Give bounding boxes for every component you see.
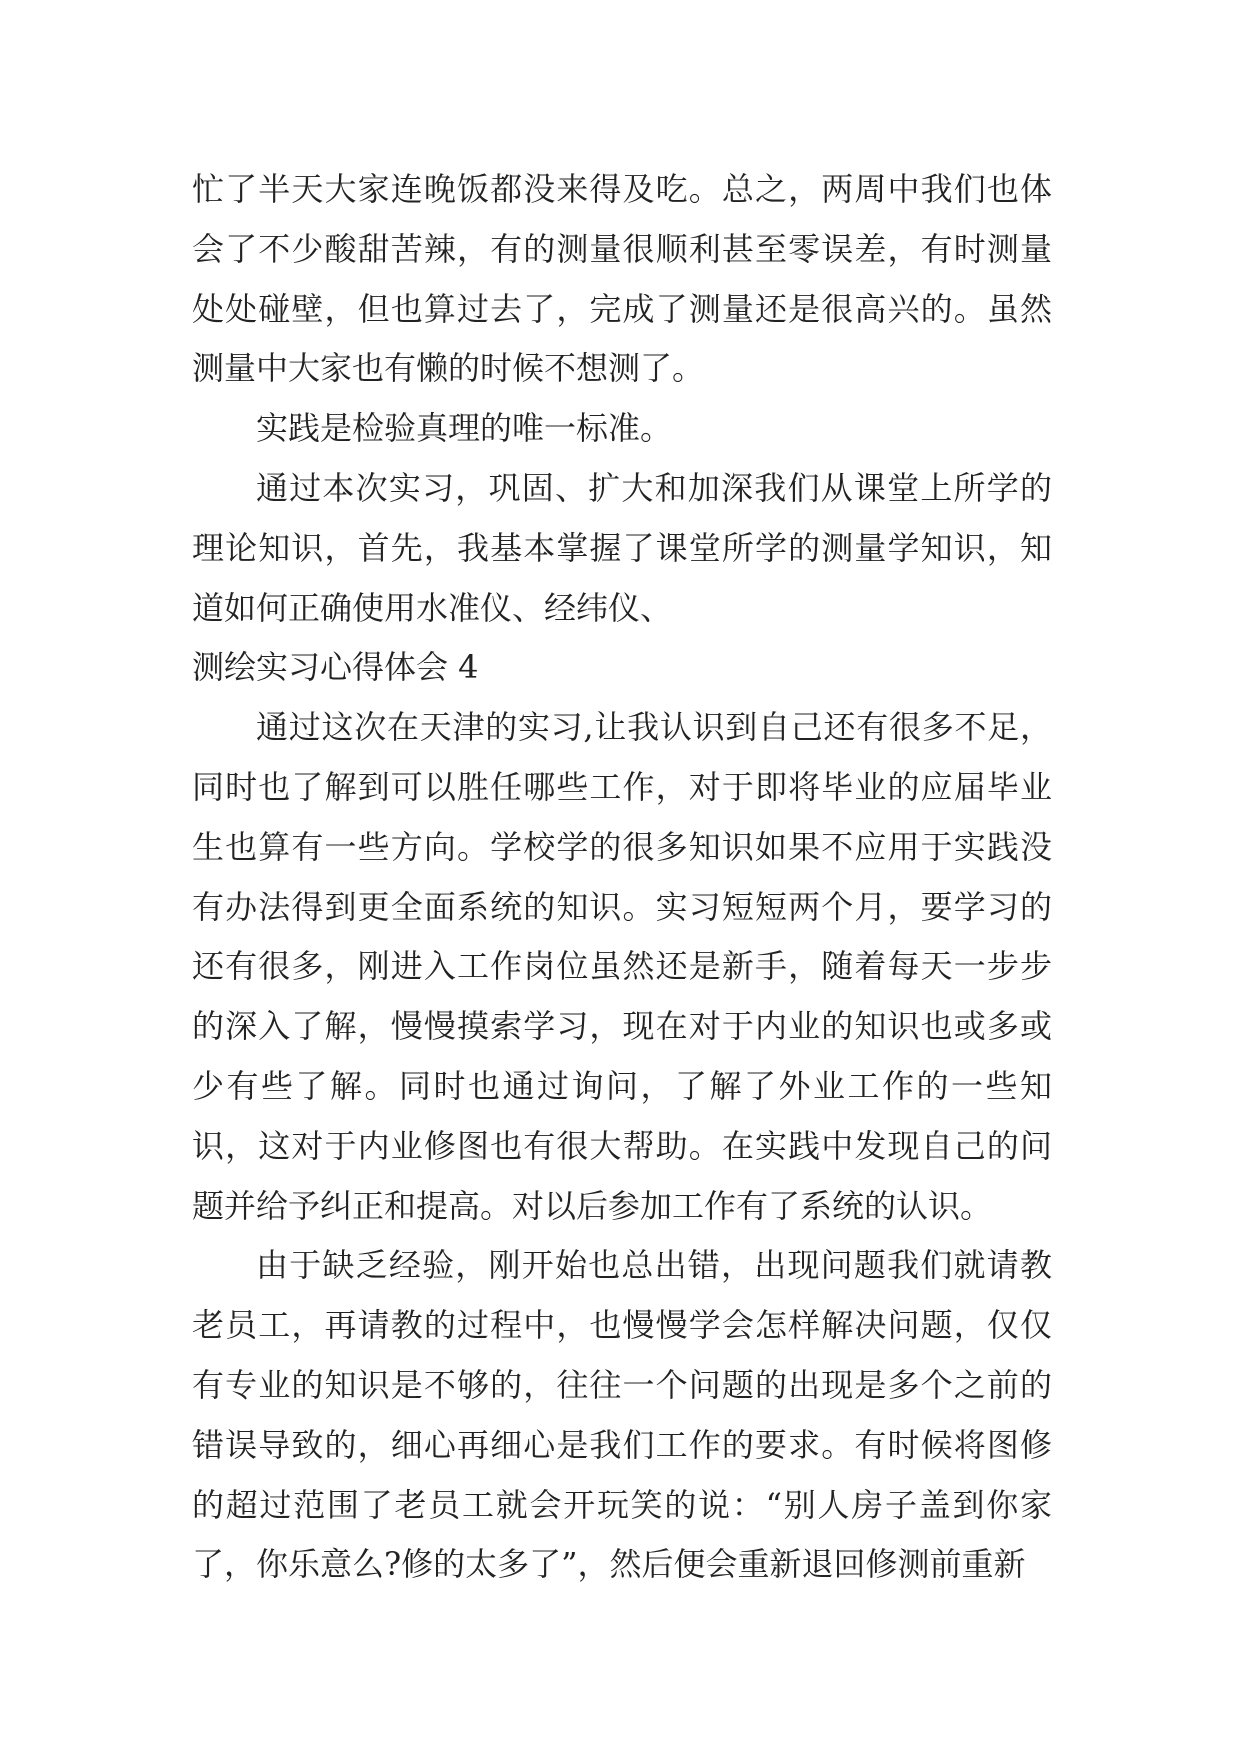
paragraph-continuation: 忙了半天大家连晚饭都没来得及吃。总之，两周中我们也体会了不少酸甜苦辣，有的测量很顺利甚至零误差，有时测量处处碰壁，但也算过去了，完成了测量还是很高兴的。虽然测量中大家也有懒的时候不想测了。 bbox=[192, 170, 1052, 388]
paragraph-lack-of-experience: 由于缺乏经验，刚开始也总出错，出现问题我们就请教老员工，再请教的过程中，也慢慢学会怎样解决问题，仅仅有专业的知识是不够的，往往一个问题的出现是多个之前的错误导致的，细心再细心是我们工作的要求。有时候将图修的超过范围了老员工就会开玩笑的说：“别人房子盖到你家了，你乐意么?修的太多了”，然后便会重新退回修测前重新 bbox=[192, 1246, 1052, 1584]
document-body bbox=[192, 160, 1052, 1595]
paragraph-tianjin-internship: 通过这次在天津的实习,让我认识到自己还有很多不足，同时也了解到可以胜任哪些工作，对于即将毕业的应届毕业生也算有一些方向。学校学的很多知识如果不应用于实践没有办法得到更全面系统的知识。实习短短两个月，要学习的还有很多，刚进入工作岗位虽然还是新手，随着每天一步步的深入了解，慢慢摸索学习，现在对于内业的知识也或多或少有些了解。同时也通过询问，了解了外业工作的一些知识，这对于内业修图也有很大帮助。在实践中发现自己的问题并给予纠正和提高。对以后参加工作有了系统的认识。 bbox=[192, 708, 1052, 1225]
paragraph-internship-knowledge: 通过本次实习，巩固、扩大和加深我们从课堂上所学的理论知识，首先，我基本掌握了课堂所学的测量学知识，知道如何正确使用水准仪、经纬仪、 bbox=[192, 468, 1052, 627]
section-heading: 测绘实习心得体会 4 bbox=[192, 648, 479, 687]
paragraph-practice-truth: 实践是检验真理的唯一标准。 bbox=[256, 409, 673, 448]
